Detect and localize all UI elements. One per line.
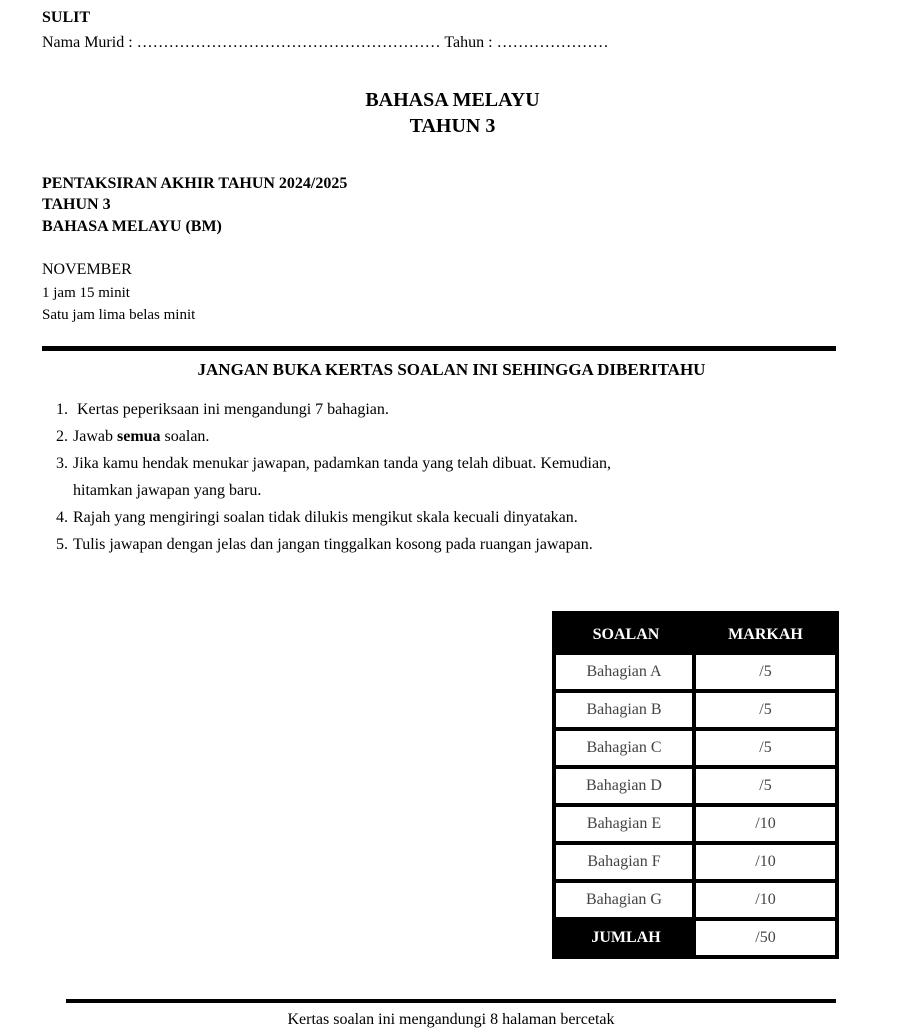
mark-cell: /10	[696, 807, 835, 841]
section-cell: Bahagian C	[556, 731, 696, 765]
bottom-divider	[66, 999, 836, 1003]
section-cell: Bahagian F	[556, 845, 696, 879]
section-cell: Bahagian D	[556, 769, 696, 803]
mark-cell: /10	[696, 845, 835, 879]
section-cell: Bahagian B	[556, 693, 696, 727]
exam-month: NOVEMBER	[42, 261, 132, 278]
mark-cell: /5	[696, 731, 835, 765]
mark-cell: /10	[696, 883, 835, 917]
table-row	[556, 769, 835, 803]
table-row	[556, 731, 835, 765]
column-header-soalan: SOALAN	[592, 626, 660, 643]
top-divider	[42, 346, 836, 351]
exam-name: PENTAKSIRAN AKHIR TAHUN 2024/2025	[42, 175, 348, 192]
column-header-markah: MARKAH	[728, 626, 803, 643]
instruction-item: 1. Kertas peperiksaan ini mengandungi 7 bahagian.	[56, 401, 389, 418]
student-name-line: Nama Murid : ………………………………………………… Tahun : …………………	[42, 34, 609, 51]
instruction-item: 2. Jawab semua soalan.	[56, 428, 210, 445]
exam-subject: BAHASA MELAYU (BM)	[42, 218, 222, 235]
table-row	[556, 655, 835, 689]
exam-duration: 1 jam 15 minit	[42, 285, 130, 301]
mark-cell: /5	[696, 655, 835, 689]
instruction-item: 3. Jika kamu hendak menukar jawapan, padamkan tanda yang telah dibuat. Kemudian, hitamkan jawapan yang baru.	[56, 455, 612, 499]
footer-text: Kertas soalan ini mengandungi 8 halaman bercetak	[287, 1011, 615, 1028]
total-mark: /50	[696, 921, 835, 955]
exam-duration-words: Satu jam lima belas minit	[42, 307, 196, 323]
table-row	[556, 845, 835, 879]
total-label: JUMLAH	[591, 929, 661, 946]
instruction-item: 5. Tulis jawapan dengan jelas dan jangan tinggalkan kosong pada ruangan jawapan.	[56, 536, 593, 553]
page-subtitle: TAHUN 3	[409, 115, 496, 137]
mark-cell: /5	[696, 693, 835, 727]
section-cell: Bahagian G	[556, 883, 696, 917]
warning-text: JANGAN BUKA KERTAS SOALAN INI SEHINGGA DIBERITAHU	[197, 360, 706, 379]
total-row	[556, 921, 835, 955]
instruction-item: 4. Rajah yang mengiringi soalan tidak dilukis mengikut skala kecuali dinyatakan.	[56, 509, 578, 526]
mark-cell: /5	[696, 769, 835, 803]
section-cell: Bahagian E	[556, 807, 696, 841]
table-row	[556, 693, 835, 727]
marks-table	[552, 611, 839, 959]
exam-year: TAHUN 3	[42, 196, 111, 213]
section-cell: Bahagian A	[556, 655, 696, 689]
page-title: BAHASA MELAYU	[365, 89, 540, 111]
sulit-label: SULIT	[42, 9, 91, 26]
table-row	[556, 807, 835, 841]
table-row	[556, 883, 835, 917]
instructions-list	[56, 396, 816, 558]
